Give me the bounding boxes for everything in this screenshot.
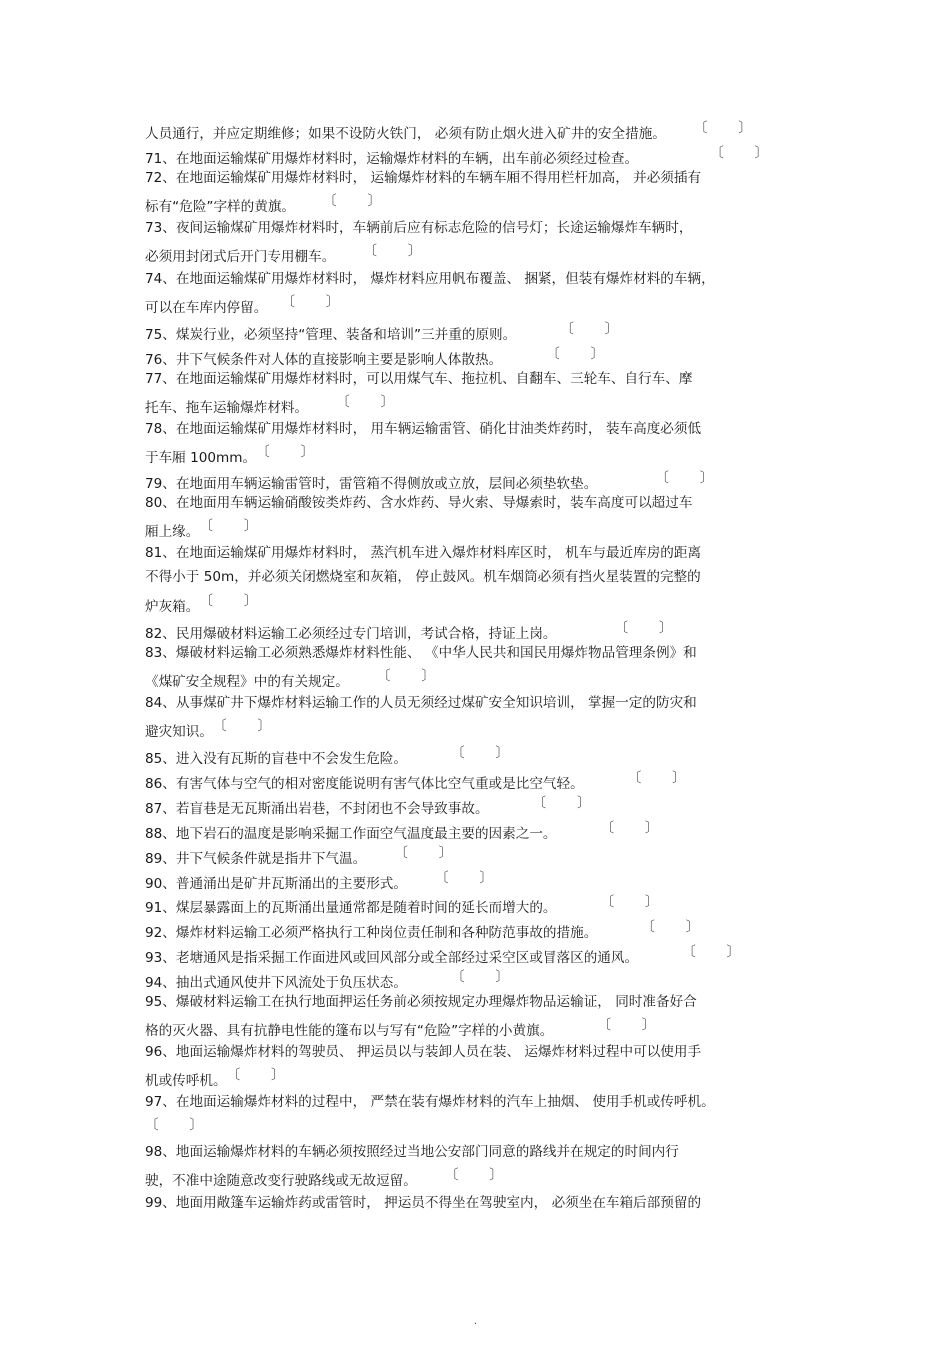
line-text: 71、在地面运输煤矿用爆炸材料时，运输爆炸材料的车辆，出车前必须经过检查。 [145,151,639,167]
line-text: 于车厢 100mm。 [145,450,257,466]
line-text: 不得小于 50m，并必须关闭燃烧室和灰箱， 停止鼓风。机车烟筒必须有挡火星装置的完整的 [145,569,701,585]
answer-bracket: 〔 〕 [560,321,619,337]
line-text: 86、有害气体与空气的相对密度能说明有害气体比空气重或是比空气轻。 [145,776,584,792]
text-line [145,819,810,844]
text-line [145,568,810,587]
answer-bracket: 〔 〕 [256,444,315,460]
text-line [145,320,810,345]
line-text: 96、地面运输爆炸材料的驾驶员、 押运员以与装卸人员在装、 运爆炸材料过程中可以使用手 [145,1044,702,1060]
line-text: 可以在车库内停留。 [145,300,268,316]
text-line [145,144,810,169]
line-text: 72、在地面运输煤矿用爆炸材料时， 运输爆炸材料的车辆车厢不得用栏杆加高， 并必须插有 [145,170,702,186]
line-text: 避灾知识。 [145,724,213,740]
line-text: 90、普通涌出是矿井瓦斯涌出的主要形式。 [145,876,407,892]
answer-bracket: 〔 〕 [394,845,453,861]
answer-bracket: 〔 〕 [693,120,752,136]
line-text: 81、在地面运输煤矿用爆炸材料时， 蒸汽机车进入爆炸材料库区时， 机车与最近库房的距离 [145,545,702,561]
answer-bracket: 〔 〕 [682,944,741,960]
text-line [145,694,810,713]
line-text: 97、在地面运输爆炸材料的过程中， 严禁在装有爆炸材料的汽车上抽烟、 使用手机或传呼机。 [145,1094,715,1110]
text-line [145,469,810,494]
line-text: 厢上缘。 [145,524,200,540]
text-line [145,717,810,742]
answer-bracket: 〔 〕 [710,145,769,161]
line-text: 标有“危险”字样的黄旗。 [145,199,296,215]
text-line [145,192,810,217]
text-line [145,943,810,968]
line-text: 99、地面用敞篷车运输炸药或雷管时， 押运员不得坐在驾驶室内， 必须坐在车箱后部预留的 [145,1195,702,1211]
answer-bracket: 〔 〕 [532,795,591,811]
line-text: 78、在地面运输煤矿用爆炸材料时， 用车辆运输雷管、硝化甘油类炸药时， 装车高度必须低 [145,421,702,437]
text-line [145,1166,810,1191]
line-text: 83、爆破材料运输工必须熟悉爆炸材料性能、 《中华人民共和国民用爆炸物品管理条例》和 [145,645,697,661]
text-line [145,1093,810,1112]
line-text: 85、进入没有瓦斯的盲巷中不会发生危险。 [145,751,407,767]
line-text: 82、民用爆破材料运输工必须经过专门培训，考试合格，持证上岗。 [145,626,557,642]
text-line [145,393,810,418]
text-line [145,744,810,769]
text-line [145,270,810,289]
answer-bracket: 〔 〕 [145,1117,203,1133]
line-text: 驶，不准中途随意改变行驶路线或无故逗留。 [145,1173,417,1189]
line-text: 95、爆破材料运输工在执行地面押运任务前必须按规定办理爆炸物品运输证， 同时准备好合 [145,994,697,1010]
text-line [145,242,810,267]
text-line [145,644,810,663]
text-line [145,1194,810,1213]
answer-bracket: 〔 〕 [450,745,509,761]
answer-bracket: 〔 〕 [614,620,673,636]
line-text: 74、在地面运输煤矿用爆炸材料时， 爆炸材料应用帆布覆盖、 捆紧，但装有爆炸材料的车辆， [145,271,715,287]
line-text: 机或传呼机。 [145,1073,227,1089]
line-text: 94、抽出式通风使井下风流处于负压状态。 [145,975,407,991]
text-line [145,544,810,563]
answer-bracket: 〔 〕 [546,346,605,362]
text-line [145,119,810,144]
answer-bracket: 〔 〕 [597,1017,656,1033]
text-line [145,844,810,869]
answer-bracket: 〔 〕 [323,193,382,209]
answer-bracket: 〔 〕 [600,820,659,836]
answer-bracket: 〔 〕 [444,1167,503,1183]
text-line [145,370,810,389]
line-text: 79、在地面用车辆运输雷管时，雷管箱不得侧放或立放，层间必须垫软垫。 [145,476,598,492]
answer-bracket: 〔 〕 [434,870,493,886]
line-text: 93、老塘通风是指采掘工作面进风或回风部分或全部经过采空区或冒落区的通风。 [145,950,639,966]
text-line [145,1043,810,1062]
answer-bracket: 〔 〕 [281,294,340,310]
text-line [145,993,810,1012]
text-line [145,769,810,794]
line-text: 76、井下气候条件对人体的直接影响主要是影响人体散热。 [145,352,503,368]
line-text: 《煤矿安全规程》中的有关规定。 [145,674,349,690]
text-line [145,494,810,513]
answer-bracket: 〔 〕 [199,593,258,609]
line-text: 89、井下气候条件就是指井下气温。 [145,851,367,867]
answer-bracket: 〔 〕 [336,394,395,410]
text-line [145,1116,810,1141]
text-line [145,592,810,617]
answer-bracket: 〔 〕 [376,668,435,684]
line-text: 炉灰箱。 [145,599,200,615]
text-line [145,169,810,188]
page-footer-dot: . [474,1316,478,1327]
answer-bracket: 〔 〕 [641,919,700,935]
answer-bracket: 〔 〕 [199,518,258,534]
text-line [145,794,810,819]
line-text: 80、在地面用车辆运输硝酸铵类炸药、含水炸药、导火索、导爆索时，装车高度可以超过车 [145,495,693,511]
text-line [145,1016,810,1041]
line-text: 托车、拖车运输爆炸材料。 [145,400,309,416]
text-line [145,667,810,692]
line-text: 格的灭火器、具有抗静电性能的篷布以与写有“危险”字样的小黄旗。 [145,1023,554,1039]
answer-bracket: 〔 〕 [226,1067,285,1083]
answer-bracket: 〔 〕 [212,718,271,734]
text-line [145,869,810,894]
text-line [145,420,810,439]
text-line [145,619,810,644]
text-line [145,893,810,918]
answer-bracket: 〔 〕 [655,470,714,486]
line-text: 84、从事煤矿井下爆炸材料运输工作的人员无须经过煤矿安全知识培训， 掌握一定的防灾和 [145,695,697,711]
text-line [145,219,810,238]
text-line [145,443,810,468]
line-text: 73、夜间运输煤矿用爆炸材料时，车辆前后应有标志危险的信号灯；长途运输爆炸车辆时， [145,220,693,236]
text-line [145,345,810,370]
line-text: 77、在地面运输煤矿用爆炸材料时，可以用煤气车、拖拉机、自翻车、三轮车、自行车、摩 [145,371,693,387]
answer-bracket: 〔 〕 [450,969,509,985]
answer-bracket: 〔 〕 [627,770,686,786]
answer-bracket: 〔 〕 [363,243,422,259]
line-text: 92、爆炸材料运输工必须严格执行工种岗位责任制和各种防范事故的措施。 [145,925,598,941]
text-line [145,1066,810,1091]
line-text: 91、煤层暴露面上的瓦斯涌出量通常都是随着时间的延长而增大的。 [145,900,557,916]
line-text: 87、若盲巷是无瓦斯涌出岩巷，不封闭也不会导致事故。 [145,801,489,817]
line-text: 88、地下岩石的温度是影响采掘工作面空气温度最主要的因素之一。 [145,826,557,842]
line-text: 必须用封闭式后开门专用棚车。 [145,249,336,265]
text-line [145,918,810,943]
line-text: 98、地面运输爆炸材料的车辆必须按照经过当地公安部门同意的路线并在规定的时间内行 [145,1144,679,1160]
line-text: 75、煤炭行业，必须坚持“管理、装备和培训”三并重的原则。 [145,327,517,343]
line-text: 人员通行，并应定期维修；如果不设防火铁门， 必须有防止烟火进入矿井的安全措施。 [145,126,666,142]
text-line [145,293,810,318]
text-line [145,517,810,542]
text-line [145,968,810,993]
answer-bracket: 〔 〕 [600,894,659,910]
text-line [145,1143,810,1162]
